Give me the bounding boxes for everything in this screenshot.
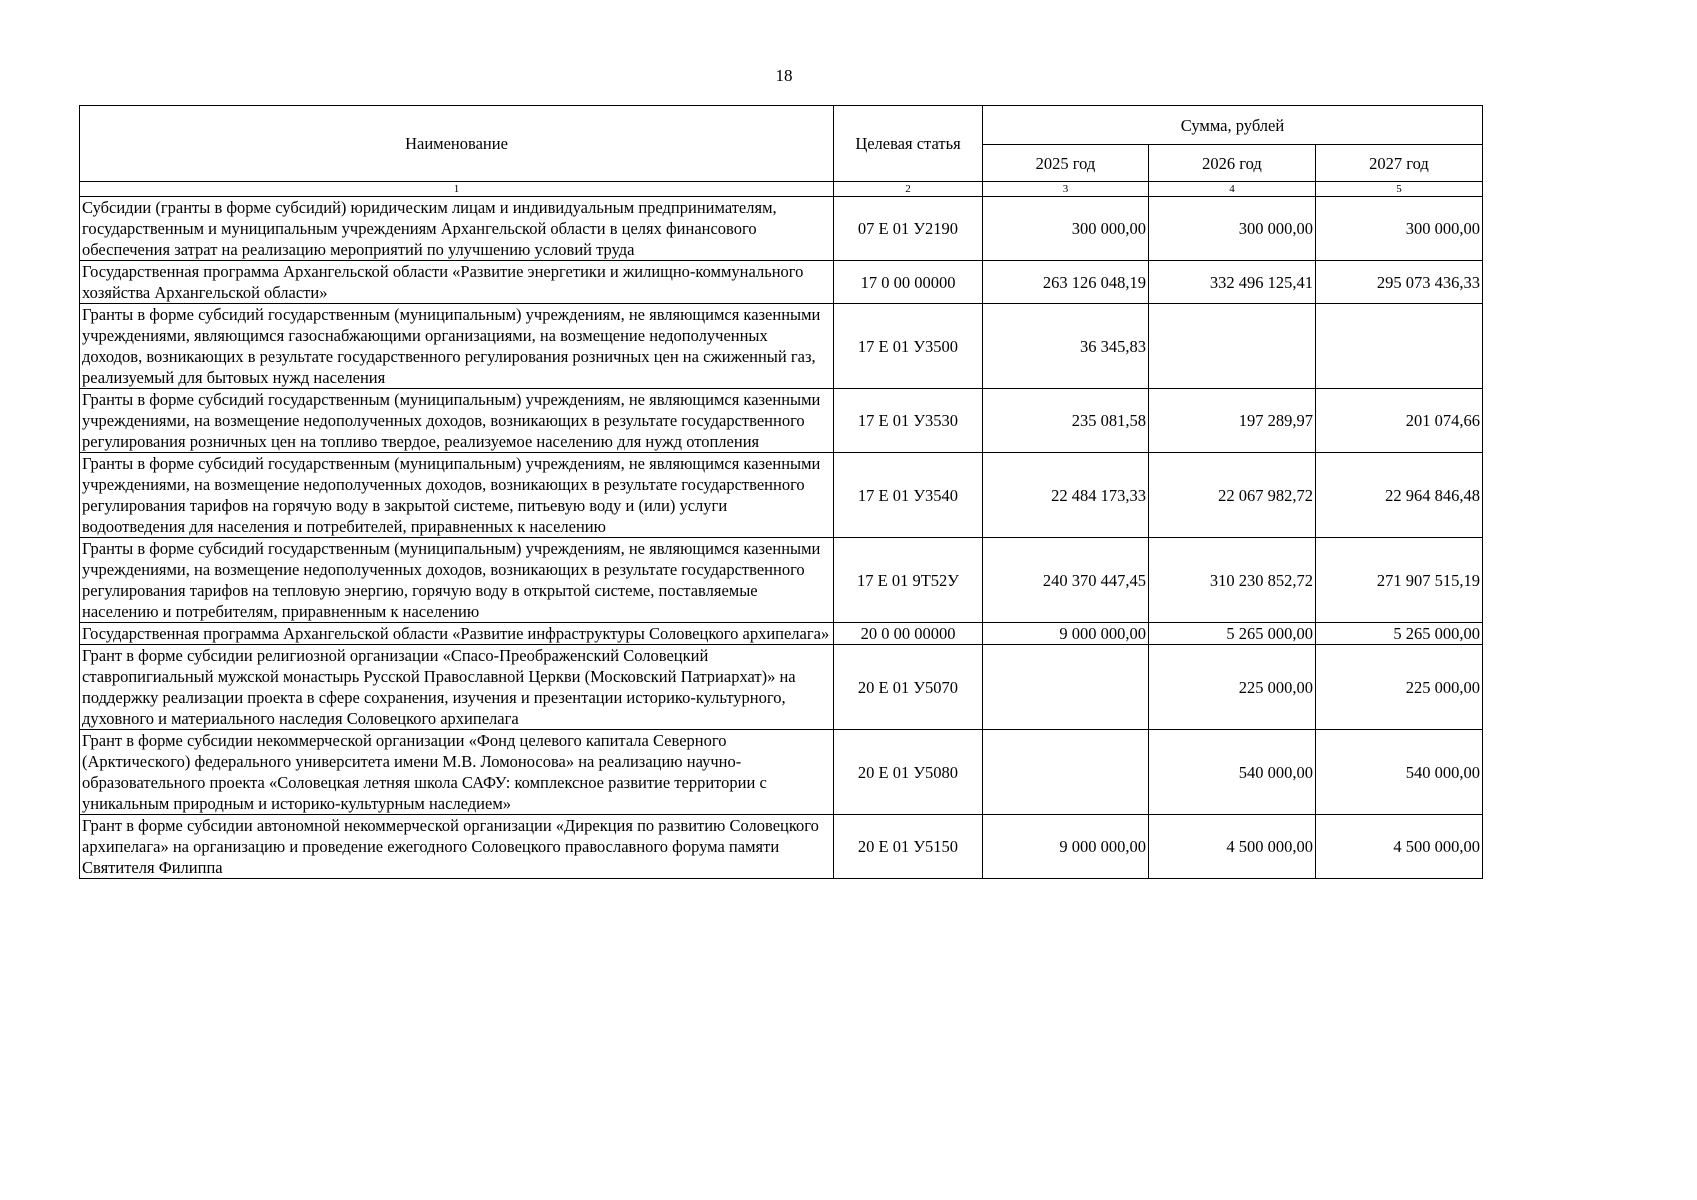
row-code: 17 0 00 00000	[834, 261, 983, 304]
row-name: Грант в форме субсидии религиозной организации «Спасо-Преображенский Соловецкий ставропигиальный мужской монастырь Русской Православной Церкви (Московский Патриархат)» на поддержку реализации проекта в сфере сохранения, изучения и презентации историко-культурного, духовного и материального наследия Соловецкого архипелага	[80, 645, 834, 730]
page-number: 18	[775, 66, 793, 85]
row-amount-2025: 9 000 000,00	[983, 815, 1149, 879]
row-code: 20 Е 01 У5070	[834, 645, 983, 730]
table-row	[80, 304, 1483, 389]
row-name: Грант в форме субсидии некоммерческой организации «Фонд целевого капитала Северного (Арктического) федерального университета имени М.В. Ломоносова» на реализацию научно-образовательного проекта «Соловецкая летняя школа САФУ: комплексное развитие территории с уникальным природным и историко-культурным наследием»	[80, 730, 834, 815]
row-code: 20 0 00 00000	[834, 623, 983, 645]
table-row	[80, 623, 1483, 645]
column-number: 5	[1316, 182, 1483, 197]
header-sum: Сумма, рублей	[983, 106, 1483, 145]
header-name: Наименование	[80, 106, 834, 182]
row-amount-2027: 22 964 846,48	[1316, 453, 1483, 538]
row-amount-2025	[983, 645, 1149, 730]
budget-table	[79, 105, 1483, 879]
row-amount-2027: 201 074,66	[1316, 389, 1483, 453]
row-code: 20 Е 01 У5150	[834, 815, 983, 879]
row-amount-2025: 235 081,58	[983, 389, 1149, 453]
row-amount-2026: 197 289,97	[1149, 389, 1316, 453]
row-name: Грант в форме субсидии автономной некоммерческой организации «Дирекция по развитию Соловецкого архипелага» на организацию и проведение ежегодного Соловецкого православного форума памяти Святителя Филиппа	[80, 815, 834, 879]
row-amount-2027: 5 265 000,00	[1316, 623, 1483, 645]
row-code: 17 Е 01 9Т52У	[834, 538, 983, 623]
row-amount-2027: 300 000,00	[1316, 197, 1483, 261]
row-amount-2026: 310 230 852,72	[1149, 538, 1316, 623]
column-number-row	[80, 182, 1483, 197]
row-amount-2025: 22 484 173,33	[983, 453, 1149, 538]
table-row	[80, 197, 1483, 261]
row-amount-2027: 295 073 436,33	[1316, 261, 1483, 304]
row-name: Гранты в форме субсидий государственным (муниципальным) учреждениям, не являющимся казенными учреждениями, являющимся газоснабжающими организациями, на возмещение недополученных доходов, возникающих в результате государственного регулирования розничных цен на сжиженный газ, реализуемый для бытовых нужд населения	[80, 304, 834, 389]
row-amount-2025: 36 345,83	[983, 304, 1149, 389]
row-code: 17 Е 01 У3530	[834, 389, 983, 453]
column-number: 2	[834, 182, 983, 197]
row-amount-2025: 9 000 000,00	[983, 623, 1149, 645]
row-name: Гранты в форме субсидий государственным (муниципальным) учреждениям, не являющимся казенными учреждениями, на возмещение недополученных доходов, возникающих в результате государственного регулирования тарифов на горячую воду в закрытой системе, питьевую воду и (или) услуги водоотведения для населения и потребителей, приравненных к населению	[80, 453, 834, 538]
row-amount-2025: 263 126 048,19	[983, 261, 1149, 304]
table-row	[80, 815, 1483, 879]
row-amount-2026	[1149, 304, 1316, 389]
header-year-2026: 2026 год	[1149, 145, 1316, 182]
row-code: 07 Е 01 У2190	[834, 197, 983, 261]
table-row	[80, 453, 1483, 538]
row-amount-2027	[1316, 304, 1483, 389]
row-amount-2026: 300 000,00	[1149, 197, 1316, 261]
row-amount-2026: 4 500 000,00	[1149, 815, 1316, 879]
table-row	[80, 645, 1483, 730]
row-name: Субсидии (гранты в форме субсидий) юридическим лицам и индивидуальным предпринимателям, государственным и муниципальным учреждениям Архангельской области в целях финансового обеспечения затрат на реализацию мероприятий по улучшению условий труда	[80, 197, 834, 261]
row-amount-2025	[983, 730, 1149, 815]
row-name: Гранты в форме субсидий государственным (муниципальным) учреждениям, не являющимся казенными учреждениями, на возмещение недополученных доходов, возникающих в результате государственного регулирования розничных цен на топливо твердое, реализуемое населению для нужд отопления	[80, 389, 834, 453]
row-amount-2027: 271 907 515,19	[1316, 538, 1483, 623]
table-row	[80, 389, 1483, 453]
row-amount-2025: 240 370 447,45	[983, 538, 1149, 623]
row-name: Гранты в форме субсидий государственным (муниципальным) учреждениям, не являющимся казенными учреждениями, на возмещение недополученных доходов, возникающих в результате государственного регулирования тарифов на тепловую энергию, горячую воду в открытой системе, поставляемые населению и потребителям, приравненным к населению	[80, 538, 834, 623]
table-row	[80, 538, 1483, 623]
row-amount-2027: 540 000,00	[1316, 730, 1483, 815]
column-number: 3	[983, 182, 1149, 197]
row-amount-2027: 225 000,00	[1316, 645, 1483, 730]
row-code: 20 Е 01 У5080	[834, 730, 983, 815]
row-amount-2026: 540 000,00	[1149, 730, 1316, 815]
row-code: 17 Е 01 У3540	[834, 453, 983, 538]
column-number: 4	[1149, 182, 1316, 197]
row-amount-2026: 22 067 982,72	[1149, 453, 1316, 538]
row-amount-2026: 332 496 125,41	[1149, 261, 1316, 304]
row-name: Государственная программа Архангельской области «Развитие инфраструктуры Соловецкого архипелага»	[80, 623, 834, 645]
header-year-2025: 2025 год	[983, 145, 1149, 182]
row-amount-2026: 225 000,00	[1149, 645, 1316, 730]
header-year-2027: 2027 год	[1316, 145, 1483, 182]
row-amount-2027: 4 500 000,00	[1316, 815, 1483, 879]
table-row	[80, 261, 1483, 304]
header-code: Целевая статья	[834, 106, 983, 182]
column-number: 1	[80, 182, 834, 197]
row-name: Государственная программа Архангельской области «Развитие энергетики и жилищно-коммунального хозяйства Архангельской области»	[80, 261, 834, 304]
row-amount-2026: 5 265 000,00	[1149, 623, 1316, 645]
row-amount-2025: 300 000,00	[983, 197, 1149, 261]
row-code: 17 Е 01 У3500	[834, 304, 983, 389]
table-row	[80, 730, 1483, 815]
